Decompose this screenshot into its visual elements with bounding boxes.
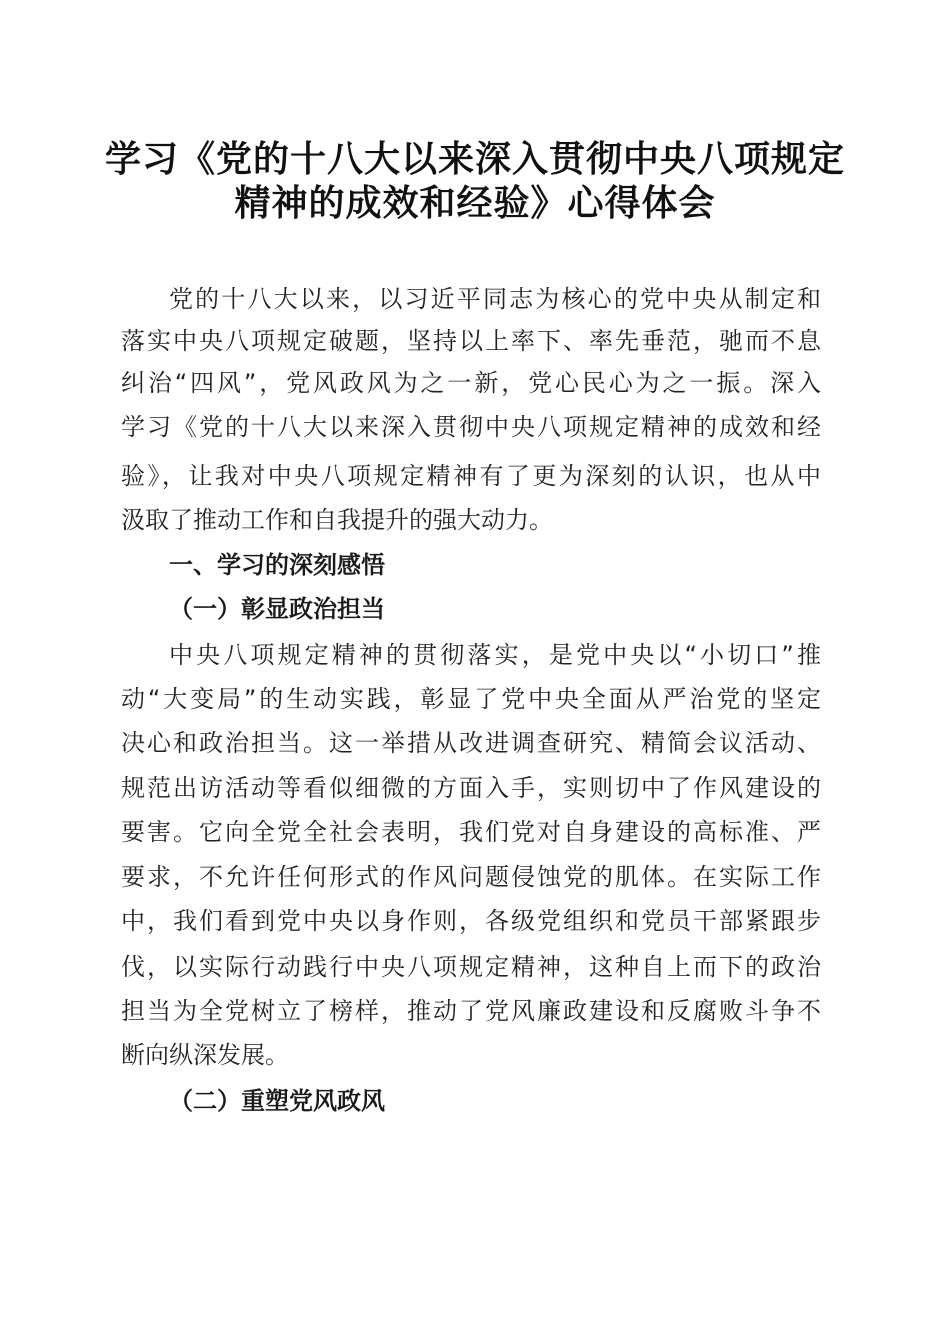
subsection-paragraph-line: 中央八项规定精神的贯彻落实，是党中央以“小切口”推: [169, 641, 821, 669]
subsection-paragraph-line: 伐，以实际行动践行中央八项规定精神，这种自上而下的政治: [121, 953, 821, 981]
subsection-paragraph-line: 动“大变局”的生动实践，彰显了党中央全面从严治党的坚定: [121, 685, 821, 713]
intro-paragraph-line: 落实中央八项规定破题，坚持以上率下、率先垂范，驰而不息: [121, 327, 821, 355]
intro-paragraph-line: 纠治“四风”，党风政风为之一新，党心民心为之一振。深入: [121, 369, 821, 397]
subsection-paragraph-line: 决心和政治担当。这一举措从改进调查研究、精简会议活动、: [121, 729, 821, 757]
document-title-line-2: 精神的成效和经验》心得体会: [234, 182, 716, 224]
subsection-paragraph-line: 要求，不允许任何形式的作风问题侵蚀党的肌体。在实际工作: [121, 863, 821, 891]
subsection-paragraph-line: 要害。它向全党全社会表明，我们党对自身建设的高标准、严: [121, 818, 821, 846]
subsection-heading: （二）重塑党风政风: [169, 1087, 385, 1115]
subsection-paragraph-line: 担当为全党树立了榜样，推动了党风廉政建设和反腐败斗争不: [121, 997, 821, 1025]
subsection-paragraph-line: 断向纵深发展。: [121, 1041, 289, 1069]
document-title-line-1: 学习《党的十八大以来深入贯彻中央八项规定: [104, 138, 845, 180]
subsection-paragraph-line: 中，我们看到党中央以身作则，各级党组织和党员干部紧跟步: [121, 907, 821, 935]
intro-paragraph-line: 验》，让我对中央八项规定精神有了更为深刻的认识，也从中: [121, 462, 821, 490]
intro-paragraph-line: 汲取了推动工作和自我提升的强大动力。: [121, 506, 553, 534]
subsection-paragraph-line: 规范出访活动等看似细微的方面入手，实则切中了作风建设的: [121, 774, 821, 802]
section-heading: 一、学习的深刻感悟: [169, 551, 385, 579]
subsection-heading: （一）彰显政治担当: [169, 595, 385, 623]
intro-paragraph-line: 党的十八大以来，以习近平同志为核心的党中央从制定和: [169, 285, 821, 313]
intro-paragraph-line: 学习《党的十八大以来深入贯彻中央八项规定精神的成效和经: [121, 413, 821, 441]
